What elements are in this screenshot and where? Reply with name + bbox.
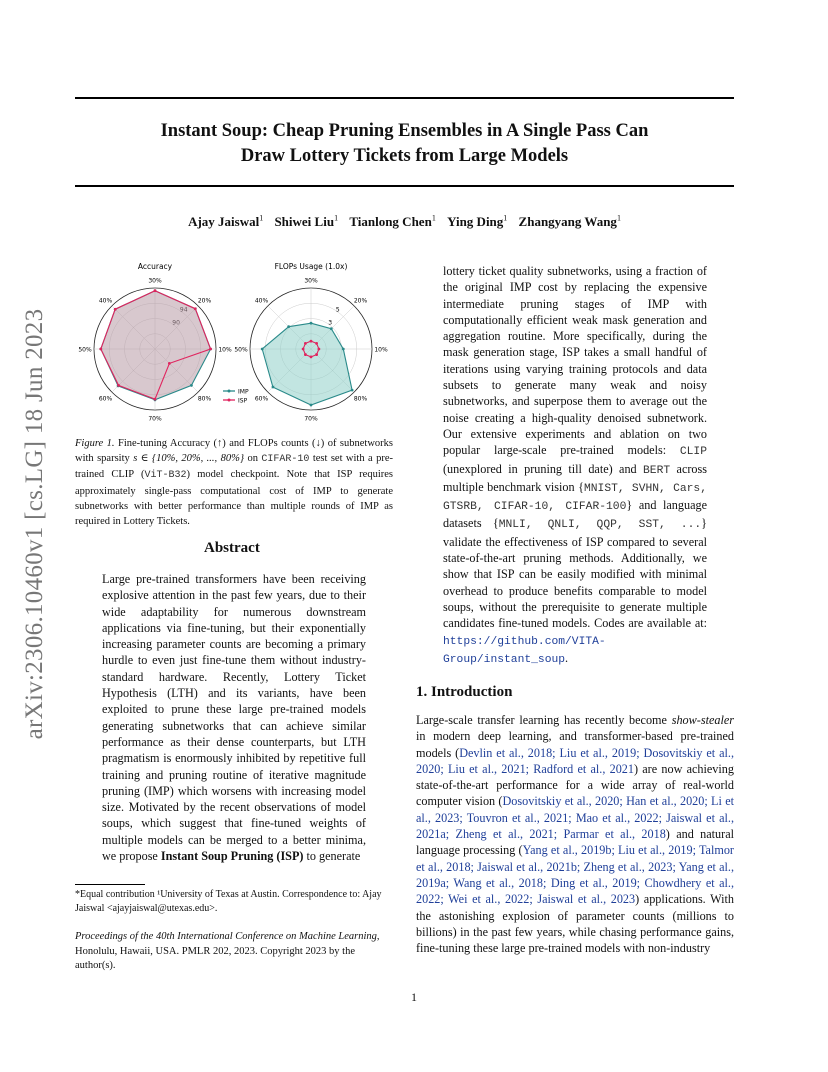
arxiv-identifier: arXiv:2306.10460v1 [cs.LG] 18 Jun 2023 [21,308,48,740]
figure-caption: Figure 1. Fine-tuning Accuracy (↑) and FLOPs counts (↓) of subnetworks with sparsity s ∈ {10%, 20%, ..., 80%} on CIFAR-10 test set with a pre-trained CLIP (ViT-B32) model checkpoint. Note that ISP requires approximately single-pass computational cost of IMP to generate subnetworks with better performance than multiple rounds of IMP as required in Lottery Tickets. [75,438,393,528]
radar-point-isp [304,353,307,356]
radar-axis-label: 60% [98,395,113,403]
radar-axis-label: 10% [374,346,388,354]
radar-point-isp [168,362,171,365]
footnote-rule [75,884,145,885]
radar-axis-label: 70% [148,415,162,423]
radar-axis-label: 30% [148,277,162,285]
flops-chart-title: FLOPs Usage (1.0x) [274,262,348,271]
author: Shiwei Liu$^1$ [274,214,339,230]
code-link[interactable]: https://github.com/VITA-Group/instant_soup [443,635,606,666]
abstract-text: Large pre-trained transformers have been receiving explosive attention in the past few years, due to their wide adaptability for numerous downstream applications via fine-tuning, but their exponentially increasing parameter counts are becoming a primary hurdle to even just fine-tune them without industry-standard hardware. Recently, Lottery Ticket Hypothesis (LTH) and its variants, have been exploited to prune these large pre-trained models generating subnetworks that can achieve similar performance as their dense counterparts, but LTH pragmatism is enormously inhibited by repetitive full training and pruning routine of iterative magnitude pruning (IMP) which worsens with increasing model size. Motivated by the recent observations of model soups, which suggest that fine-tuned weights of multiple models can be merged to a better minima, we propose Instant Soup Pruning (ISP) to generate [102,572,366,864]
radar-point-imp [310,322,313,325]
introduction-heading: 1. Introduction [416,684,513,700]
radar-point-imp [351,389,354,392]
radar-point-imp [342,348,345,351]
legend-imp-marker [228,390,231,393]
radar-axis-label: 80% [197,395,212,403]
radar-axis-label: 40% [254,297,269,305]
radar-axis-label: 10% [218,346,232,354]
caption-label: Figure 1. [75,438,115,449]
accuracy-chart-title: Accuracy [137,262,173,271]
radar-point-isp [304,342,307,345]
radar-point-imp [272,386,275,389]
abstract-continued: lottery ticket quality subnetworks, using a fraction of the original IMP cost by replacing the expensive intermediate pruning stages of IMP with computationally efficient weak mask generation and aggregation routine. More specifically, during the mask generation stage, ISP takes a small handful of iterations using varying training protocols and data subsets to generate many weak and noisy subnetworks, and superpose them to average out the noise creating a high-quality denoised subnetwork. Our extensive experiments and ablation on two popular large-scale pre-trained models: CLIP (unexplored in pruning till date) and BERT across multiple benchmark vision {MNIST, SVHN, Cars, GTSRB, CIFAR-10, CIFAR-100} and language datasets {MNLI, QNLI, QQP, SST, ...} validate the effectiveness of ISP compared to several state-of-the-art pruning methods. Additionally, we show that ISP can be easily modified with minimal overhead to produce benefits comparable to model soups, without the prerequisite to generate multiple candidates fine-tuned models. Codes are available at: https://github.com/VITA-Group/instant_soup. [443,264,708,666]
radar-point-isp [310,340,313,343]
introduction-text: Large-scale transfer learning has recently become show-stealer in modern deep learning, and transformer-based pre-trained models (Devlin et al., 2018; Liu et al., 2019; Dosovitskiy et al., 2020; Liu et al., 2021; Radford et al., 2021) are now achieving state-of-the-art performance for a wide array of real-world computer vision (Dosovitskiy et al., 2020; Han et al., 2020; Li et al., 2023; Touvron et al., 2021; Mao et al., 2022; Jaiswal et al., 2021a; Zheng et al., 2021; Parmar et al., 2018) and natural language processing (Yang et al., 2019b; Liu et al., 2019; Talmor et al., 2018; Jaiswal et al., 2021b; Zheng et al., 2023; Yang et al., 2019a; Wang et al., 2018; Ding et al., 2019; Chowdhery et al., 2022; Wei et al., 2022; Jaiswal et al., 2023) applications. With the astonishing explosion of parameter counts (millions to billions) in the past few years, while chasing performance gains, fine-tuning these large pre-trained models with non-industry [416,713,734,956]
radar-axis-label: 70% [304,415,318,423]
radar-point-isp [317,348,320,351]
radar-fill-imp [262,323,352,405]
radar-point-imp [190,384,193,387]
radar-axis-label: 40% [98,297,113,305]
radar-point-imp [261,348,264,351]
radar-axis-label: 80% [353,395,368,403]
radar-point-isp [194,307,197,310]
title-rule-bottom [75,185,734,187]
legend-isp-label: ISP [238,397,248,405]
legend [223,389,249,405]
radar-point-isp [154,289,157,292]
footnote: *Equal contribution ¹University of Texas at Austin. Correspondence to: Ajay Jaiswal <ajayjaiswal@utexas.edu>. [75,889,382,914]
citation-group-3[interactable]: Yang et al., 2019b; Liu et al., 2019; Talmor et al., 2018; Jaiswal et al., 2021b; Zheng et al., 2023; Yang et al., 2019a; Wang et al., 2018; Ding et al., 2019; Chowdhery et al., 2022; Wei et al., 2022; Jaiswal et al., 2023 [416,843,734,907]
proceedings-note: Proceedings of the 40th International Conference on Machine Learning, Honolulu, Hawaii, USA. PMLR 202, 2023. Copyright 2023 by the author(s). [75,931,380,971]
radar-point-isp [315,342,318,345]
legend-imp-label: IMP [238,388,249,396]
arxiv-sidebar [20,290,50,760]
radar-axis-label: 30% [304,277,318,285]
radar-axis-label: 50% [234,346,248,354]
title-line-1: Instant Soup: Cheap Pruning Ensembles in A Single Pass Can [160,121,649,141]
radar-point-imp [330,327,333,330]
radar-axis-label: 50% [78,346,92,354]
radar-chart-svg [78,258,398,428]
legend-isp-marker [228,399,231,402]
abstract-heading: Abstract [204,540,260,556]
radar-point-imp [287,325,290,328]
citation-group-2[interactable]: Dosovitskiy et al., 2020; Han et al., 2020; Li et al., 2023; Touvron et al., 2021; Mao et al., 2022; Jaiswal et al., 2021a; Zheng et al., 2021; Parmar et al., 2018 [416,794,734,842]
author: Ying Ding$^1$ [447,214,508,230]
radar-point-isp [310,355,313,358]
radar-point-isp [117,384,120,387]
page-number: 1 [411,990,417,1004]
title-rule-top [75,97,734,99]
accuracy-radar [78,278,232,423]
author: Zhangyang Wang$^1$ [518,214,621,230]
flops-radar [234,278,388,423]
radar-point-isp [154,398,157,401]
radar-point-imp [310,404,313,407]
radar-axis-label: 20% [197,297,212,305]
citation-group-1[interactable]: Devlin et al., 2018; Liu et al., 2019; Dosovitskiy et al., 2020; Liu et al., 2021; Radford et al., 2021 [416,745,734,776]
radar-ring-label: 3 [328,319,333,327]
author-list [75,214,734,230]
title-line-2: Draw Lottery Tickets from Large Models [240,146,569,166]
radar-axis-label: 60% [254,395,269,403]
radar-point-isp [315,353,318,356]
radar-ring-label: 5 [335,306,340,314]
figure-1-radar-charts [78,258,398,428]
radar-point-isp [302,348,305,351]
radar-point-isp [114,308,117,311]
author: Ajay Jaiswal$^1$ [188,214,264,230]
paper-title [75,119,734,169]
isp-name: Instant Soup Pruning (ISP) [160,849,304,864]
radar-axis-label: 20% [353,297,368,305]
radar-point-isp [99,348,102,351]
radar-point-isp [209,348,212,351]
author: Tianlong Chen$^1$ [349,214,436,230]
